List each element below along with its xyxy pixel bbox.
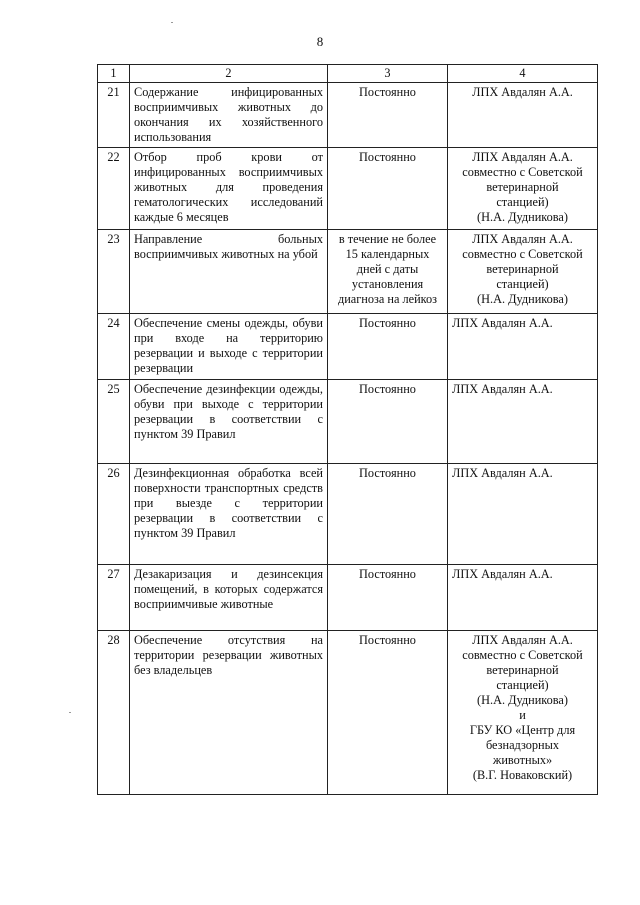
- responsible-party: [448, 314, 598, 380]
- table-row: [98, 148, 598, 230]
- table-row: [98, 314, 598, 380]
- measure-term: Постоянно: [328, 631, 448, 795]
- header-col-4: 4: [448, 65, 598, 83]
- responsible-line: (В.Г. Новаковский): [472, 768, 573, 782]
- responsible-line: ЛПХ Авдалян А.А.: [452, 316, 553, 330]
- responsible-line: ЛПХ Авдалян А.А.: [472, 150, 573, 164]
- responsible-party: [448, 83, 598, 148]
- measure-description: Содержание инфицированных восприимчивых животных до окончания их хозяйственного использования: [130, 83, 328, 148]
- responsible-line: (Н.А. Дудникова): [477, 210, 568, 224]
- responsible-line: и: [519, 708, 526, 722]
- table-row: [98, 565, 598, 631]
- responsible-line: (Н.А. Дудникова): [477, 693, 568, 707]
- responsible-line: (Н.А. Дудникова): [477, 292, 568, 306]
- measure-description: Обеспечение дезинфекции одежды, обуви при выходе с территории резервации в соответствии с пунктом 39 Правил: [130, 380, 328, 464]
- table-row: [98, 464, 598, 565]
- row-number: 27: [98, 565, 130, 631]
- header-col-3: 3: [328, 65, 448, 83]
- measure-term: в течение не более 15 календарных дней с даты установления диагноза на лейкоз: [328, 230, 448, 314]
- responsible-line: ветеринарной: [486, 180, 559, 194]
- measure-term: Постоянно: [328, 148, 448, 230]
- row-number: 23: [98, 230, 130, 314]
- measure-term: Постоянно: [328, 565, 448, 631]
- table-row: [98, 83, 598, 148]
- responsible-line: совместно с Советской: [462, 247, 583, 261]
- responsible-party: [448, 380, 598, 464]
- measure-term: Постоянно: [328, 380, 448, 464]
- table-row: [98, 230, 598, 314]
- responsible-line: станцией): [496, 678, 549, 692]
- responsible-line: ГБУ КО «Центр для: [469, 723, 576, 737]
- responsible-line: ЛПХ Авдалян А.А.: [452, 466, 553, 480]
- row-number: 26: [98, 464, 130, 565]
- row-number: 21: [98, 83, 130, 148]
- table-row: [98, 380, 598, 464]
- measure-description: Направление больных восприимчивых животных на убой: [130, 230, 328, 314]
- responsible-party: [448, 631, 598, 795]
- measure-description: Отбор проб крови от инфицированных восприимчивых животных для проведения гематологических исследований каждые 6 месяцев: [130, 148, 328, 230]
- responsible-party: [448, 148, 598, 230]
- header-col-1: 1: [98, 65, 130, 83]
- responsible-line: совместно с Советской: [462, 648, 583, 662]
- measure-term: Постоянно: [328, 314, 448, 380]
- responsible-party: [448, 565, 598, 631]
- measure-term: Постоянно: [328, 464, 448, 565]
- row-number: 22: [98, 148, 130, 230]
- responsible-line: ЛПХ Авдалян А.А.: [452, 382, 553, 396]
- responsible-line: ЛПХ Авдалян А.А.: [472, 232, 573, 246]
- responsible-line: животных»: [492, 753, 553, 767]
- measure-term: Постоянно: [328, 83, 448, 148]
- table-header-row: [98, 65, 598, 83]
- responsible-line: ветеринарной: [486, 262, 559, 276]
- responsible-party: [448, 464, 598, 565]
- responsible-party: [448, 230, 598, 314]
- measures-table: [97, 64, 598, 795]
- row-number: 25: [98, 380, 130, 464]
- measure-description: Обеспечение смены одежды, обуви при входе на территорию резервации и выходе с территории резервации: [130, 314, 328, 380]
- measure-description: Дезакаризация и дезинсекция помещений, в которых содержатся восприимчивые животные: [130, 565, 328, 631]
- table-row: [98, 631, 598, 795]
- responsible-line: станцией): [496, 277, 549, 291]
- responsible-line: ЛПХ Авдалян А.А.: [452, 567, 553, 581]
- measure-description: Дезинфекционная обработка всей поверхности транспортных средств при выезде с территории резервации в соответствии с пунктом 39 Правил: [130, 464, 328, 565]
- page-number: 8: [316, 34, 324, 49]
- responsible-line: ЛПХ Авдалян А.А.: [472, 85, 573, 99]
- header-col-2: 2: [130, 65, 328, 83]
- responsible-line: ЛПХ Авдалян А.А.: [472, 633, 573, 647]
- responsible-line: совместно с Советской: [462, 165, 583, 179]
- row-number: 28: [98, 631, 130, 795]
- measure-description: Обеспечение отсутствия на территории резервации животных без владельцев: [130, 631, 328, 795]
- responsible-line: ветеринарной: [486, 663, 559, 677]
- responsible-line: безнадзорных: [485, 738, 560, 752]
- responsible-line: станцией): [496, 195, 549, 209]
- row-number: 24: [98, 314, 130, 380]
